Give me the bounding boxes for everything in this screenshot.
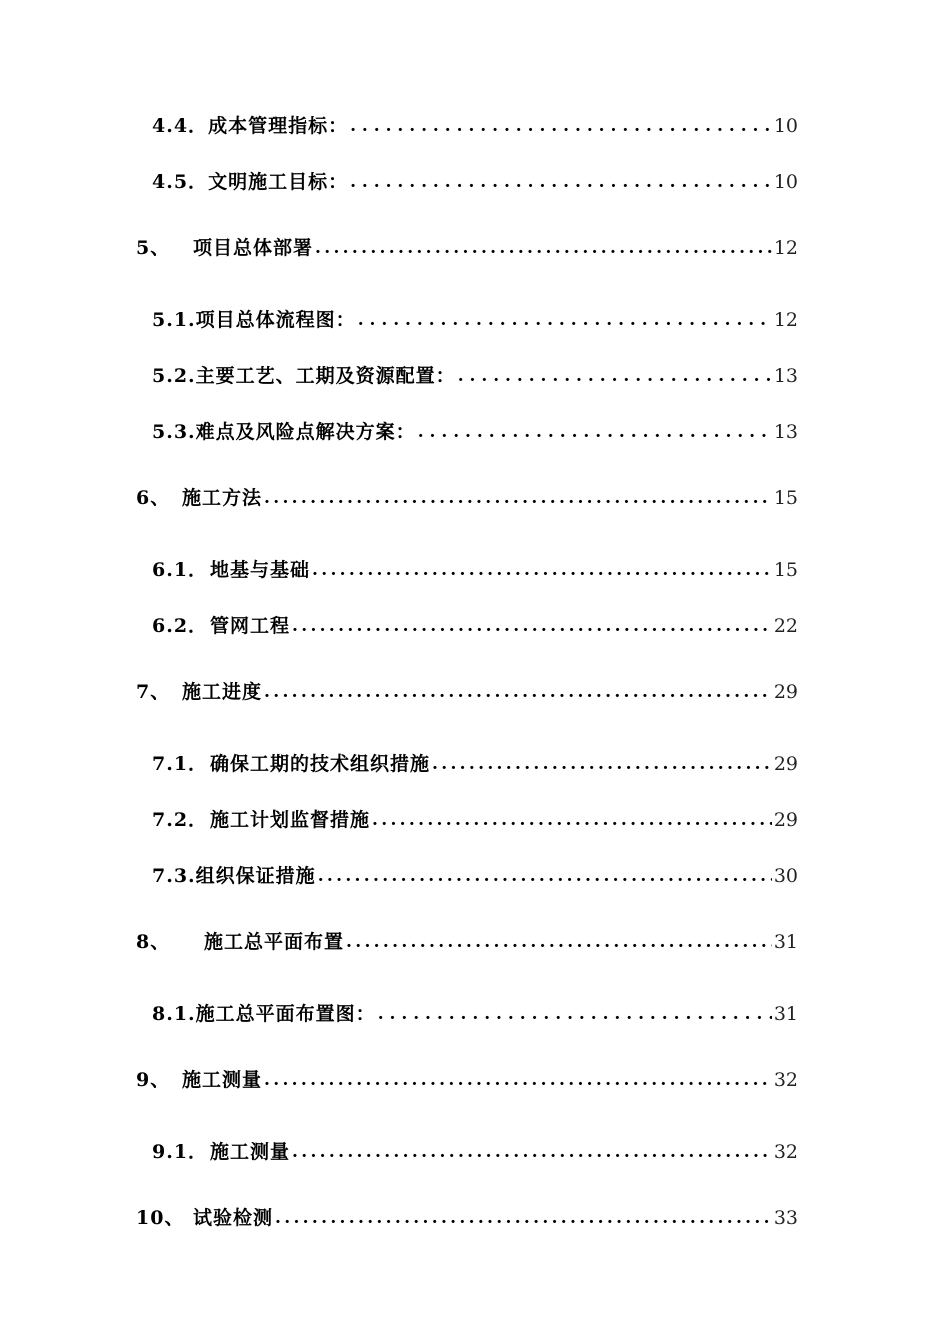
toc-number: 7.3. <box>152 865 196 887</box>
dot-leader <box>318 861 772 891</box>
toc-title: 管网工程 <box>210 615 291 637</box>
dot-leader <box>292 611 772 641</box>
toc-page-number: 13 <box>773 365 798 387</box>
toc-number: 7.2． <box>152 809 209 831</box>
toc-title: 组织保证措施 <box>195 865 316 887</box>
toc-page-number: 29 <box>773 681 798 703</box>
toc-title: 地基与基础 <box>210 559 311 581</box>
toc-entry[interactable] <box>0 677 950 717</box>
toc-title: 确保工期的技术组织措施 <box>210 753 431 775</box>
toc-entry[interactable] <box>0 1203 950 1243</box>
toc-number: 5、 <box>136 237 171 259</box>
toc-page-number: 31 <box>773 931 798 953</box>
dot-leader <box>432 749 772 779</box>
toc-page-number: 29 <box>773 753 798 775</box>
toc-number: 8.1. <box>152 1003 196 1025</box>
toc-number: 10、 <box>136 1207 185 1229</box>
toc-number: 6.2． <box>152 615 209 637</box>
toc-number: 6.1． <box>152 559 209 581</box>
toc-number: 7、 <box>136 681 171 703</box>
toc-entry[interactable] <box>0 305 950 345</box>
dot-leader <box>358 305 772 335</box>
toc-page-number: 32 <box>773 1141 798 1163</box>
dot-leader <box>315 233 772 263</box>
dot-leader <box>458 361 772 391</box>
dot-leader <box>264 677 772 707</box>
dot-leader <box>350 111 772 141</box>
toc-page-number: 31 <box>773 1003 798 1025</box>
toc-title: 施工测量 <box>182 1069 263 1091</box>
toc-title: 成本管理指标： <box>208 115 349 137</box>
toc-entry[interactable] <box>0 483 950 523</box>
dot-leader <box>312 555 772 585</box>
toc-entry[interactable] <box>0 1065 950 1105</box>
toc-number: 5.1. <box>152 309 196 331</box>
toc-entry[interactable] <box>0 999 950 1039</box>
toc-page-number: 12 <box>773 309 798 331</box>
toc-number: 8、 <box>136 931 171 953</box>
toc-number: 9、 <box>136 1069 171 1091</box>
toc-entry[interactable] <box>0 417 950 457</box>
toc-title: 施工进度 <box>182 681 263 703</box>
toc-entry[interactable] <box>0 233 950 273</box>
toc-title: 试验检测 <box>193 1207 274 1229</box>
dot-leader <box>292 1137 772 1167</box>
toc-entry[interactable] <box>0 861 950 901</box>
toc-entry[interactable] <box>0 805 950 845</box>
toc-title: 施工方法 <box>182 487 263 509</box>
toc-page-number: 12 <box>773 237 798 259</box>
toc-page-number: 13 <box>773 421 798 443</box>
toc-title: 施工计划监督措施 <box>210 809 371 831</box>
toc-page-number: 15 <box>773 559 798 581</box>
toc-number: 9.1． <box>152 1141 209 1163</box>
toc-entry[interactable] <box>0 111 950 151</box>
dot-leader <box>264 483 772 513</box>
dot-leader <box>378 999 772 1029</box>
toc-entry[interactable] <box>0 611 950 651</box>
dot-leader <box>264 1065 772 1095</box>
toc-page-number: 32 <box>773 1069 798 1091</box>
toc-page-number: 22 <box>773 615 798 637</box>
toc-title: 项目总体流程图： <box>195 309 356 331</box>
toc-number: 4.4． <box>152 115 209 137</box>
toc-number: 5.3. <box>152 421 196 443</box>
toc-title: 难点及风险点解决方案： <box>195 421 416 443</box>
dot-leader <box>372 805 772 835</box>
toc-page-number: 10 <box>773 115 798 137</box>
toc-number: 4.5． <box>152 171 209 193</box>
toc-page-number: 33 <box>773 1207 798 1229</box>
toc-page-number: 30 <box>773 865 798 887</box>
toc-entry[interactable] <box>0 749 950 789</box>
toc-number: 6、 <box>136 487 171 509</box>
dot-leader <box>275 1203 772 1233</box>
toc-number: 7.1． <box>152 753 209 775</box>
toc-title: 文明施工目标： <box>208 171 349 193</box>
dot-leader <box>346 927 772 957</box>
toc-page-number: 15 <box>773 487 798 509</box>
toc-page-number: 29 <box>773 809 798 831</box>
dot-leader <box>350 167 772 197</box>
toc-title: 主要工艺、工期及资源配置： <box>195 365 456 387</box>
toc-entry[interactable] <box>0 1137 950 1177</box>
toc-title: 施工总平面布置图： <box>195 1003 376 1025</box>
toc-entry[interactable] <box>0 555 950 595</box>
dot-leader <box>418 417 772 447</box>
toc-title: 施工总平面布置 <box>204 931 345 953</box>
toc-title: 施工测量 <box>210 1141 291 1163</box>
toc-title: 项目总体部署 <box>193 237 314 259</box>
toc-number: 5.2. <box>152 365 196 387</box>
toc-entry[interactable] <box>0 927 950 967</box>
toc-entry[interactable] <box>0 167 950 207</box>
toc-entry[interactable] <box>0 361 950 401</box>
toc-page-number: 10 <box>773 171 798 193</box>
